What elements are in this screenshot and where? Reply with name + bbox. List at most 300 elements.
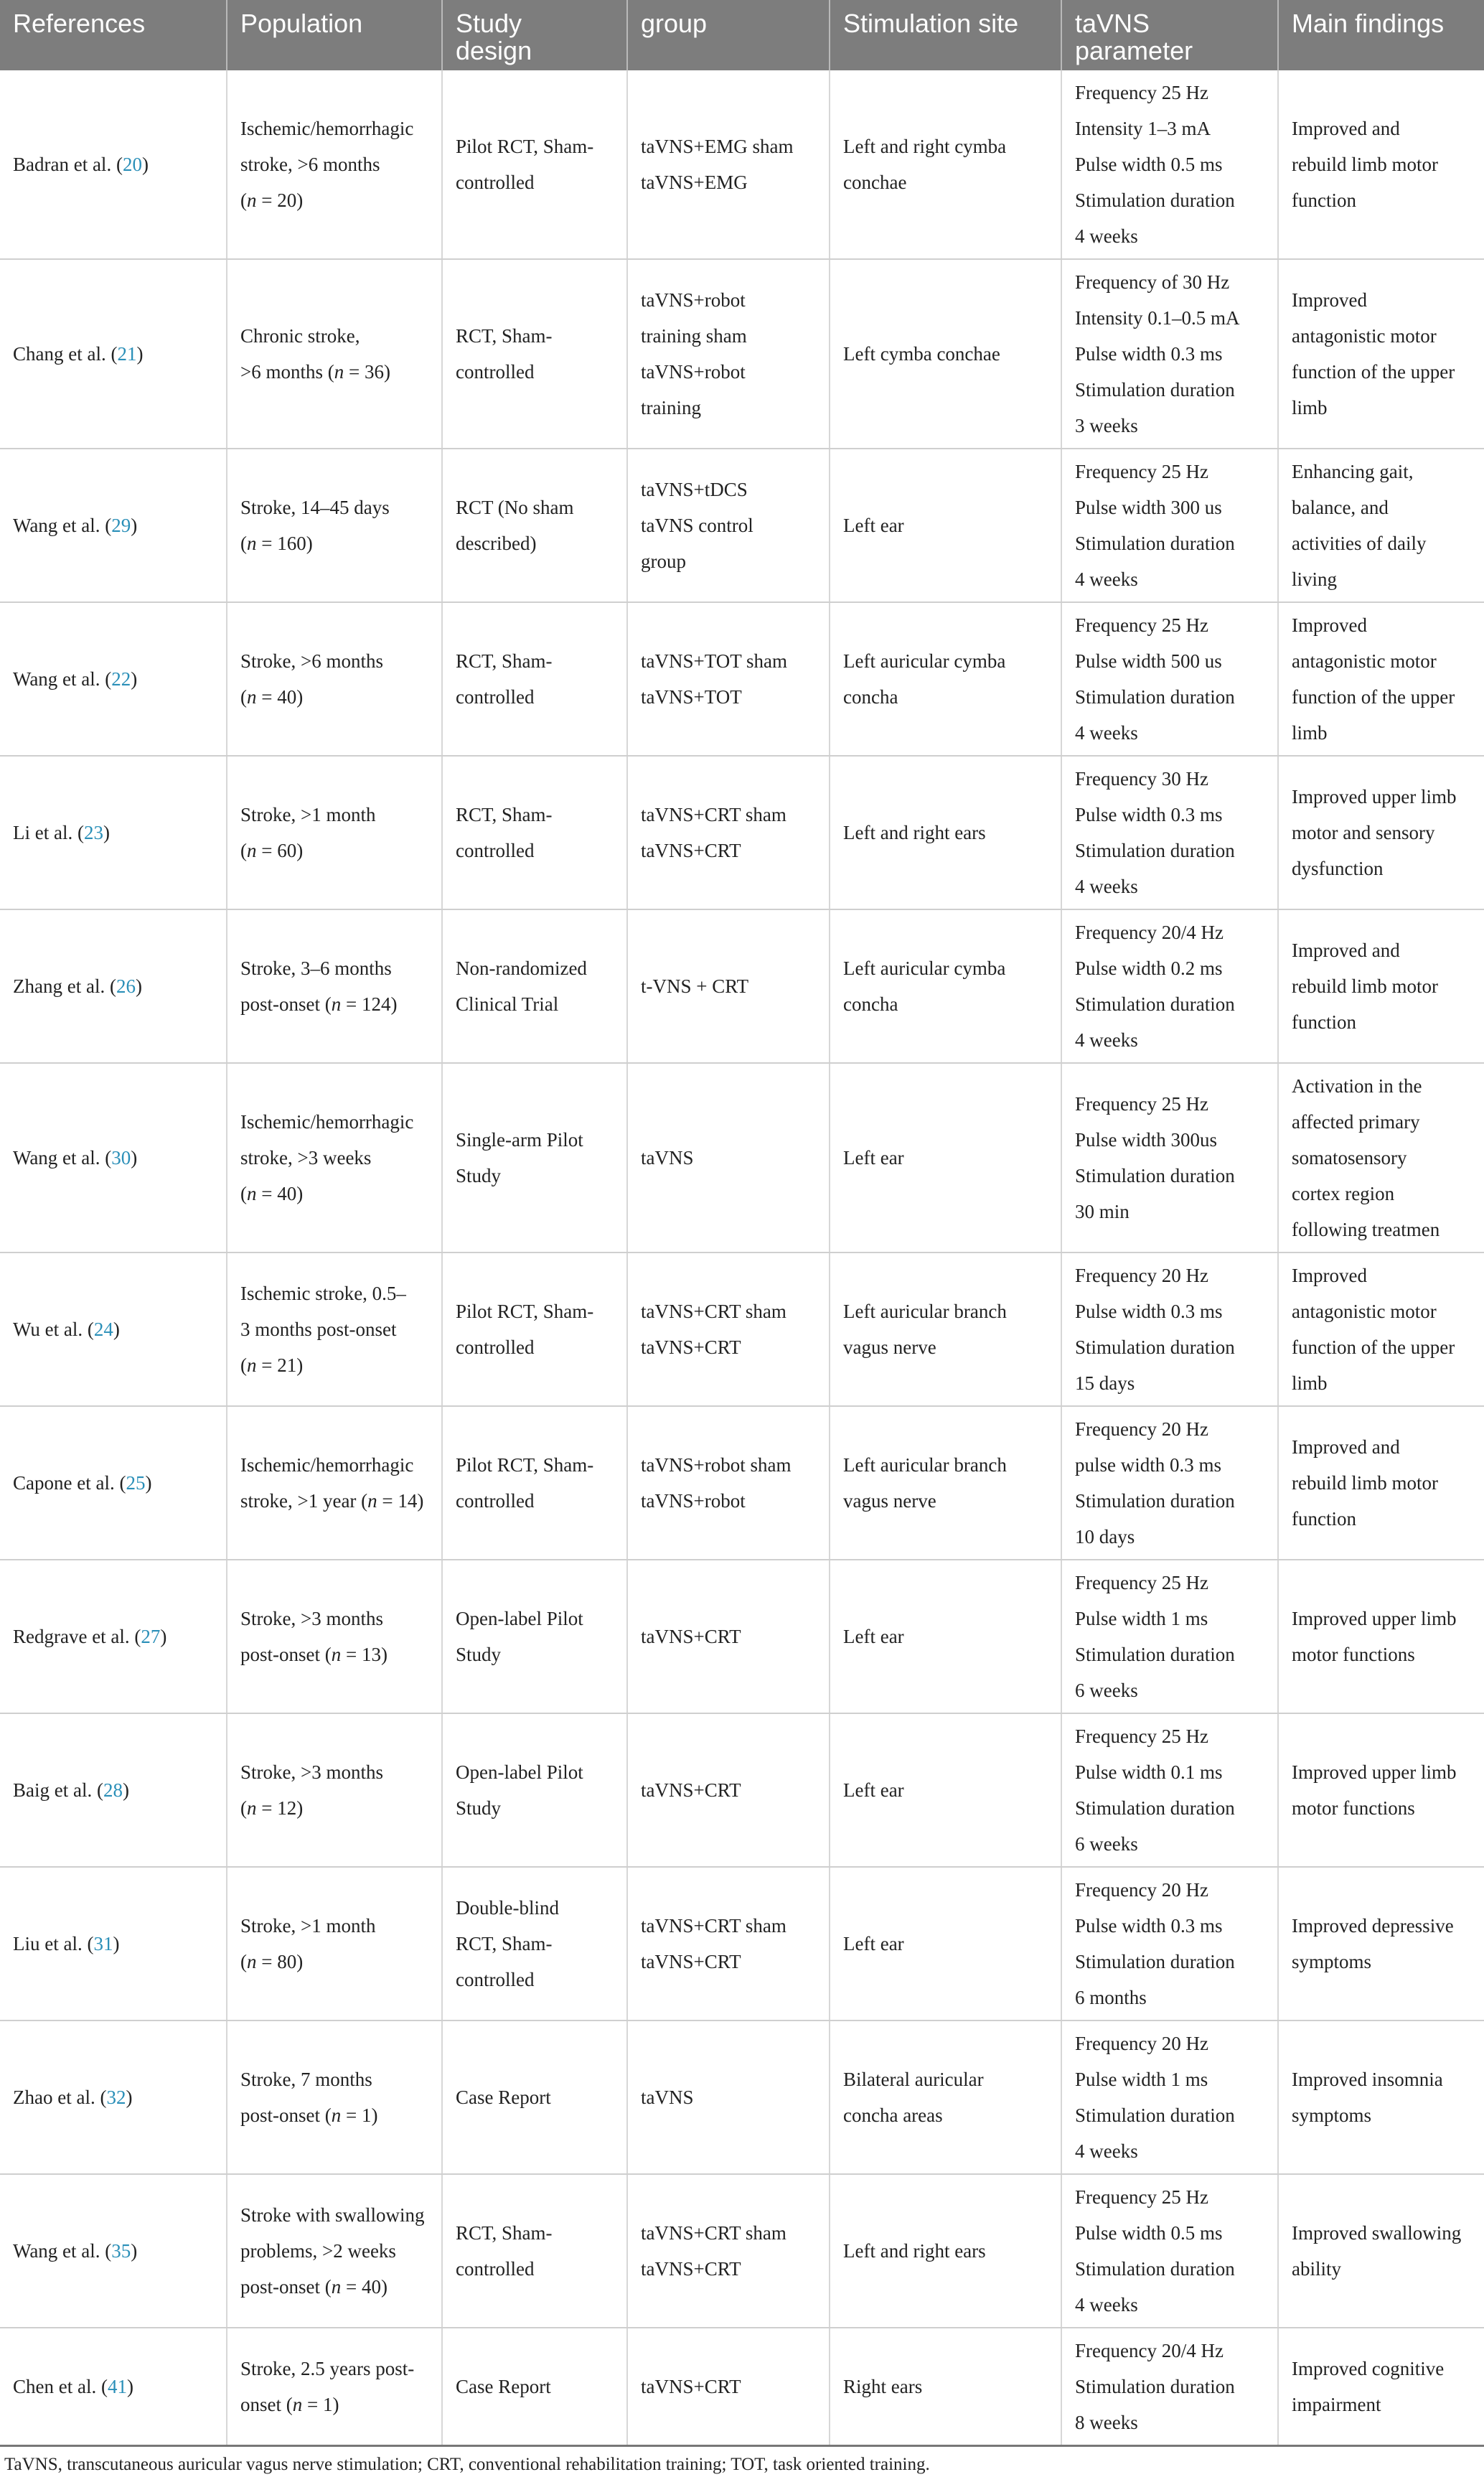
population-cell (227, 909, 442, 1063)
cell-text-line: somatosensory (1292, 1147, 1407, 1169)
table-row (0, 2328, 1484, 2446)
sample-size-symbol: n (247, 1183, 257, 1204)
cell-text-line: antagonistic motor (1292, 1301, 1437, 1322)
cell-text-line: limb (1292, 397, 1328, 418)
cell-text-line: Improved insomnia (1292, 2069, 1443, 2090)
cell-text-segment: post-onset ( (240, 1644, 332, 1665)
cell-text-line: Left ear (843, 1779, 904, 1801)
reference-author: Wang et al. ( (13, 515, 112, 536)
cell-text-line: Left ear (843, 1933, 904, 1954)
cell-text-line: Frequency 30 Hz (1075, 768, 1208, 790)
tavns-parameter-cell (1061, 909, 1278, 1063)
cell-text-line: 3 months post-onset (240, 1319, 397, 1340)
population-cell (227, 70, 442, 259)
reference-citation-link[interactable]: 29 (111, 515, 131, 536)
cell-text-line: Enhancing gait, (1292, 461, 1414, 482)
study-design-cell (442, 1406, 627, 1560)
reference-citation-link[interactable]: 24 (93, 1319, 113, 1340)
population-cell (227, 1560, 442, 1713)
cell-text-segment: = 21) (256, 1354, 304, 1376)
cell-text-line: Frequency 20/4 Hz (1075, 2340, 1224, 2361)
population-cell (227, 449, 442, 602)
cell-text-line: Stimulation duration (1075, 686, 1235, 708)
tavns-parameter-cell (1061, 449, 1278, 602)
reference-close: ) (122, 1779, 129, 1801)
group-cell (627, 1252, 830, 1406)
cell-text-line: Pulse width 0.3 ms (1075, 1301, 1223, 1322)
main-findings-cell (1278, 602, 1484, 756)
sample-size-symbol: n (247, 1951, 257, 1972)
main-findings-cell (1278, 756, 1484, 909)
cell-text-line: function (1292, 1011, 1356, 1033)
cell-text-line (240, 986, 428, 1022)
cell-text-line: 4 weeks (1075, 722, 1138, 744)
cell-text-line: Stimulation duration (1075, 840, 1235, 861)
reference-citation-link[interactable]: 32 (106, 2087, 126, 2108)
table-body (0, 70, 1484, 2446)
cell-text-line: Non-randomized (456, 957, 587, 979)
stimulation-site-cell (830, 1063, 1061, 1252)
cell-text-line: controlled (456, 1336, 535, 1358)
cell-text-line: controlled (456, 361, 535, 383)
sample-size-symbol: n (247, 533, 257, 554)
group-cell (627, 1063, 830, 1252)
cell-text-line: Frequency 20/4 Hz (1075, 922, 1224, 943)
cell-text-segment: onset ( (240, 2394, 293, 2415)
cell-text-line: Left and right ears (843, 822, 986, 843)
cell-text-line: Improved and (1292, 940, 1400, 961)
main-findings-cell (1278, 909, 1484, 1063)
cell-text-line: vagus nerve (843, 1490, 936, 1512)
cell-text-line: taVNS+CRT sham (641, 2222, 786, 2244)
cell-text-line: Pulse width 1 ms (1075, 2069, 1208, 2090)
cell-text-segment: ( (240, 1951, 247, 1972)
cell-text-line: ability (1292, 2258, 1341, 2280)
group-cell (627, 2328, 830, 2446)
study-design-cell (442, 449, 627, 602)
cell-text-line: taVNS+robot (641, 1490, 746, 1512)
main-findings-cell (1278, 449, 1484, 602)
cell-text-line: antagonistic motor (1292, 650, 1437, 672)
reference-cell (0, 2021, 227, 2174)
study-design-cell (442, 1252, 627, 1406)
cell-text-segment: = 12) (256, 1797, 304, 1819)
cell-text-segment: = 1) (341, 2104, 378, 2126)
tavns-parameter-cell (1061, 756, 1278, 909)
cell-text-line: taVNS+CRT (641, 1336, 741, 1358)
reference-citation-link[interactable]: 41 (107, 2376, 127, 2397)
cell-text-line: RCT, Sham- (456, 2222, 553, 2244)
cell-text-line (240, 1636, 428, 1672)
reference-author: Wang et al. ( (13, 2240, 112, 2262)
study-design-cell (442, 1063, 627, 1252)
cell-text-segment: = 14) (377, 1490, 424, 1512)
cell-text-line: Case Report (456, 2087, 551, 2108)
cell-text-line: 8 weeks (1075, 2412, 1138, 2433)
cell-text-line (240, 1944, 428, 1980)
cell-text-line: 15 days (1075, 1372, 1135, 1394)
column-header-population (227, 0, 442, 70)
population-cell (227, 1867, 442, 2021)
cell-text-line: Pulse width 500 us (1075, 650, 1222, 672)
stimulation-site-cell (830, 2021, 1061, 2174)
reference-close: ) (136, 343, 144, 365)
cell-text-line: function of the upper (1292, 1336, 1455, 1358)
cell-text-line: 4 weeks (1075, 876, 1138, 897)
table-row (0, 2021, 1484, 2174)
cell-text-line: Ischemic stroke, 0.5– (240, 1283, 406, 1304)
cell-text-line: group (641, 551, 686, 572)
cell-text-line: motor and sensory (1292, 822, 1435, 843)
table-row (0, 1560, 1484, 1713)
study-design-cell (442, 1867, 627, 2021)
reference-author: Zhao et al. ( (13, 2087, 107, 2108)
header-label-line: design (456, 36, 532, 65)
cell-text-line: Frequency 25 Hz (1075, 1093, 1208, 1115)
cell-text-line: taVNS+EMG (641, 172, 748, 193)
cell-text-line: function of the upper (1292, 361, 1455, 383)
cell-text-line: taVNS (641, 2087, 694, 2108)
reference-citation-link[interactable]: 27 (141, 1626, 161, 1647)
group-cell (627, 449, 830, 602)
header-label-line: Study (456, 9, 522, 38)
cell-text-line: Left auricular cymba (843, 650, 1006, 672)
cell-text-line: controlled (456, 172, 535, 193)
cell-text-line: Bilateral auricular (843, 2069, 984, 2090)
cell-text-line: 4 weeks (1075, 225, 1138, 247)
cell-text-line (240, 833, 428, 868)
header-label-line: group (641, 9, 708, 38)
reference-citation-link[interactable]: 21 (117, 343, 137, 365)
cell-text-line: conchae (843, 172, 907, 193)
reference-close: ) (103, 822, 110, 843)
cell-text-line: balance, and (1292, 497, 1389, 518)
cell-text-line: Improved upper limb (1292, 1761, 1457, 1783)
cell-text-line: taVNS+CRT (641, 1779, 741, 1801)
cell-text-line: taVNS+CRT sham (641, 1915, 786, 1937)
cell-text-segment: = 40) (341, 2276, 388, 2298)
cell-text-line: Left auricular branch (843, 1301, 1007, 1322)
reference-cell (0, 909, 227, 1063)
cell-text-line (240, 2097, 428, 2133)
cell-text-line: function (1292, 1508, 1356, 1530)
cell-text-line: RCT, Sham- (456, 1933, 553, 1954)
cell-text-line: Left cymba conchae (843, 343, 1000, 365)
reference-author: Baig et al. ( (13, 1779, 103, 1801)
group-cell (627, 70, 830, 259)
population-cell (227, 756, 442, 909)
cell-text-line: Study (456, 1644, 502, 1665)
cell-text-line: Improved (1292, 614, 1367, 636)
cell-text-line: Stroke, 3–6 months (240, 957, 392, 979)
cell-text-line: concha areas (843, 2104, 943, 2126)
reference-citation-link[interactable]: 31 (93, 1933, 113, 1954)
cell-text-segment: stroke, >1 year ( (240, 1490, 368, 1512)
cell-text-line: impairment (1292, 2394, 1381, 2415)
cell-text-segment: = 80) (256, 1951, 304, 1972)
cell-text-line: Left auricular branch (843, 1454, 1007, 1476)
cell-text-segment: ( (240, 1183, 247, 1204)
cell-text-line: Stroke, 7 months (240, 2069, 372, 2090)
cell-text-line: RCT, Sham- (456, 650, 553, 672)
cell-text-line: taVNS+tDCS (641, 479, 748, 500)
group-cell (627, 2021, 830, 2174)
column-header-group (627, 0, 830, 70)
cell-text-line: Ischemic/hemorrhagic (240, 118, 414, 139)
cell-text-line: Pulse width 0.5 ms (1075, 154, 1223, 175)
stimulation-site-cell (830, 1713, 1061, 1867)
cell-text-line: taVNS+CRT sham (641, 1301, 786, 1322)
cell-text-line: Right ears (843, 2376, 923, 2397)
cell-text-line: controlled (456, 1490, 535, 1512)
reference-citation-link[interactable]: 26 (116, 975, 136, 997)
study-design-cell (442, 756, 627, 909)
main-findings-cell (1278, 259, 1484, 449)
header-label-line: Population (240, 9, 363, 38)
cell-text-line: 6 months (1075, 1987, 1147, 2008)
header-row (0, 0, 1484, 70)
cell-text-line: taVNS+CRT (641, 1951, 741, 1972)
stimulation-site-cell (830, 602, 1061, 756)
cell-text-line: Stimulation duration (1075, 189, 1235, 211)
tavns-parameter-cell (1061, 602, 1278, 756)
cell-text-line: taVNS+EMG sham (641, 136, 794, 157)
cell-text-line: Pulse width 0.1 ms (1075, 1761, 1223, 1783)
reference-author: Wu et al. ( (13, 1319, 94, 1340)
main-findings-cell (1278, 2174, 1484, 2328)
reference-citation-link[interactable]: 20 (122, 154, 142, 175)
reference-citation-link[interactable]: 23 (83, 822, 103, 843)
column-header-stimulation-site (830, 0, 1061, 70)
cell-text-line: Pilot RCT, Sham- (456, 136, 594, 157)
tavns-parameter-cell (1061, 1252, 1278, 1406)
reference-close: ) (131, 668, 138, 690)
cell-text-line: RCT (No sham (456, 497, 574, 518)
reference-cell (0, 449, 227, 602)
cell-text-line: Left auricular cymba (843, 957, 1006, 979)
table-row (0, 259, 1484, 449)
cell-text-line: Chronic stroke, (240, 325, 360, 347)
reference-citation-link[interactable]: 35 (111, 2240, 131, 2262)
table-row (0, 2174, 1484, 2328)
reference-close: ) (135, 975, 142, 997)
reference-author: Chen et al. ( (13, 2376, 108, 2397)
reference-author: Zhang et al. ( (13, 975, 116, 997)
column-header-references (0, 0, 227, 70)
cell-text-line: 30 min (1075, 1201, 1130, 1222)
sample-size-symbol: n (367, 1490, 377, 1512)
cell-text-line: Open-label Pilot (456, 1761, 583, 1783)
cell-text-segment: post-onset ( (240, 2276, 332, 2298)
cell-text-line: taVNS+robot sham (641, 1454, 792, 1476)
cell-text-line: Pulse width 0.3 ms (1075, 1915, 1223, 1937)
cell-text-line: Pulse width 300 us (1075, 497, 1222, 518)
cell-text-line: dysfunction (1292, 858, 1384, 879)
cell-text-line: Frequency 20 Hz (1075, 2033, 1208, 2054)
cell-text-line: taVNS control (641, 515, 753, 536)
cell-text-segment: ( (240, 686, 247, 708)
cell-text-line: Frequency 25 Hz (1075, 614, 1208, 636)
study-design-cell (442, 909, 627, 1063)
group-cell (627, 2174, 830, 2328)
main-findings-cell (1278, 2328, 1484, 2446)
cell-text-line: Study (456, 1165, 502, 1186)
cell-text-line: Stroke, >1 month (240, 804, 376, 825)
stimulation-site-cell (830, 70, 1061, 259)
main-findings-cell (1278, 1713, 1484, 1867)
cell-text-line: Pulse width 0.3 ms (1075, 804, 1223, 825)
cell-text-line: taVNS+CRT (641, 840, 741, 861)
cell-text-line: Frequency 25 Hz (1075, 82, 1208, 103)
tavns-parameter-cell (1061, 1406, 1278, 1560)
population-cell (227, 1252, 442, 1406)
reference-citation-link[interactable]: 28 (103, 1779, 123, 1801)
cell-text-line (240, 1176, 428, 1212)
cell-text-line: Frequency 20 Hz (1075, 1418, 1208, 1440)
reference-author: Wang et al. ( (13, 1147, 112, 1169)
cell-text-line: rebuild limb motor (1292, 1472, 1438, 1494)
cell-text-segment: = 13) (341, 1644, 388, 1665)
group-cell (627, 1713, 830, 1867)
cell-text-line: Stimulation duration (1075, 379, 1235, 401)
tavns-parameter-cell (1061, 1867, 1278, 2021)
cell-text-line: Stimulation duration (1075, 1165, 1235, 1186)
cell-text-line: Pilot RCT, Sham- (456, 1454, 594, 1476)
table-row (0, 756, 1484, 909)
cell-text-line: pulse width 0.3 ms (1075, 1454, 1222, 1476)
column-header-main-findings (1278, 0, 1484, 70)
cell-text-line: Frequency 25 Hz (1075, 1726, 1208, 1747)
stimulation-site-cell (830, 449, 1061, 602)
stimulation-site-cell (830, 1560, 1061, 1713)
reference-close: ) (131, 515, 138, 536)
reference-cell (0, 1713, 227, 1867)
group-cell (627, 602, 830, 756)
reference-cell (0, 2328, 227, 2446)
group-cell (627, 756, 830, 909)
reference-citation-link[interactable]: 25 (126, 1472, 146, 1494)
table-row (0, 1063, 1484, 1252)
reference-close: ) (141, 154, 149, 175)
tavns-parameter-cell (1061, 2021, 1278, 2174)
main-findings-cell (1278, 2021, 1484, 2174)
cell-text-line: Pulse width 300us (1075, 1129, 1218, 1151)
study-design-cell (442, 602, 627, 756)
tavns-parameter-cell (1061, 1560, 1278, 1713)
cell-text-line: vagus nerve (843, 1336, 936, 1358)
cell-text-line: Double-blind (456, 1897, 559, 1919)
cell-text-line: Stimulation duration (1075, 533, 1235, 554)
group-cell (627, 259, 830, 449)
cell-text-line: antagonistic motor (1292, 325, 1437, 347)
reference-cell (0, 1560, 227, 1713)
reference-citation-link[interactable]: 22 (111, 668, 131, 690)
group-cell (627, 1406, 830, 1560)
cell-text-line: Open-label Pilot (456, 1608, 583, 1629)
sample-size-symbol: n (247, 189, 257, 211)
cell-text-line: Improved and (1292, 118, 1400, 139)
column-header-study-design (442, 0, 627, 70)
reference-cell (0, 70, 227, 259)
cell-text-line: Frequency 25 Hz (1075, 461, 1208, 482)
cell-text-line: taVNS+robot (641, 361, 746, 383)
population-cell (227, 602, 442, 756)
table-row (0, 1406, 1484, 1560)
cell-text-line: Stroke, 14–45 days (240, 497, 390, 518)
cell-text-line: RCT, Sham- (456, 804, 553, 825)
stimulation-site-cell (830, 2174, 1061, 2328)
reference-cell (0, 1063, 227, 1252)
stimulation-site-cell (830, 1867, 1061, 2021)
cell-text-line: rebuild limb motor (1292, 975, 1438, 997)
header-label-line: parameter (1075, 36, 1193, 65)
cell-text-line: Frequency 20 Hz (1075, 1265, 1208, 1286)
cell-text-segment: = 40) (256, 686, 304, 708)
cell-text-line: taVNS (641, 1147, 694, 1169)
cell-text-line: Intensity 1–3 mA (1075, 118, 1211, 139)
main-findings-cell (1278, 1252, 1484, 1406)
cell-text-line: Pulse width 0.3 ms (1075, 343, 1223, 365)
reference-author: Redgrave et al. ( (13, 1626, 141, 1647)
reference-author: Capone et al. ( (13, 1472, 126, 1494)
cell-text-line: taVNS+TOT sham (641, 650, 787, 672)
cell-text-line (240, 2387, 428, 2422)
cell-text-line: Stimulation duration (1075, 993, 1235, 1015)
cell-text-line: concha (843, 686, 898, 708)
cell-text-line: living (1292, 568, 1338, 590)
cell-text-segment: ( (240, 1354, 247, 1376)
cell-text-line: Study (456, 1797, 502, 1819)
cell-text-line: controlled (456, 686, 535, 708)
cell-text-line: Pulse width 1 ms (1075, 1608, 1208, 1629)
sample-size-symbol: n (331, 2104, 342, 2126)
cell-text-line: Intensity 0.1–0.5 mA (1075, 307, 1240, 329)
cell-text-line: Clinical Trial (456, 993, 559, 1015)
sample-size-symbol: n (247, 840, 257, 861)
cell-text-line: RCT, Sham- (456, 325, 553, 347)
tavns-parameter-cell (1061, 2328, 1278, 2446)
cell-text-line (240, 2269, 428, 2305)
cell-text-line: limb (1292, 722, 1328, 744)
cell-text-line: Improved (1292, 1265, 1367, 1286)
table-row (0, 70, 1484, 259)
cell-text-line: controlled (456, 1969, 535, 1990)
reference-citation-link[interactable]: 30 (111, 1147, 131, 1169)
cell-text-line: Pulse width 0.2 ms (1075, 957, 1223, 979)
cell-text-line: Left ear (843, 515, 904, 536)
cell-text-segment: ( (240, 533, 247, 554)
cell-text-line: Left ear (843, 1147, 904, 1169)
cell-text-line: limb (1292, 1372, 1328, 1394)
main-findings-cell (1278, 1063, 1484, 1252)
cell-text-line: taVNS+CRT (641, 1626, 741, 1647)
reference-close: ) (131, 2240, 138, 2262)
reference-cell (0, 1406, 227, 1560)
cell-text-line: function of the upper (1292, 686, 1455, 708)
cell-text-line: concha (843, 993, 898, 1015)
main-findings-cell (1278, 1560, 1484, 1713)
cell-text-line (240, 525, 428, 561)
cell-text-segment: >6 months ( (240, 361, 334, 383)
cell-text-segment: ( (240, 840, 247, 861)
stimulation-site-cell (830, 1252, 1061, 1406)
cell-text-line: taVNS+CRT sham (641, 804, 786, 825)
cell-text-line: Stimulation duration (1075, 1797, 1235, 1819)
cell-text-line: Frequency 25 Hz (1075, 2186, 1208, 2208)
reference-close: ) (126, 2087, 133, 2108)
stimulation-site-cell (830, 909, 1061, 1063)
main-findings-cell (1278, 1406, 1484, 1560)
